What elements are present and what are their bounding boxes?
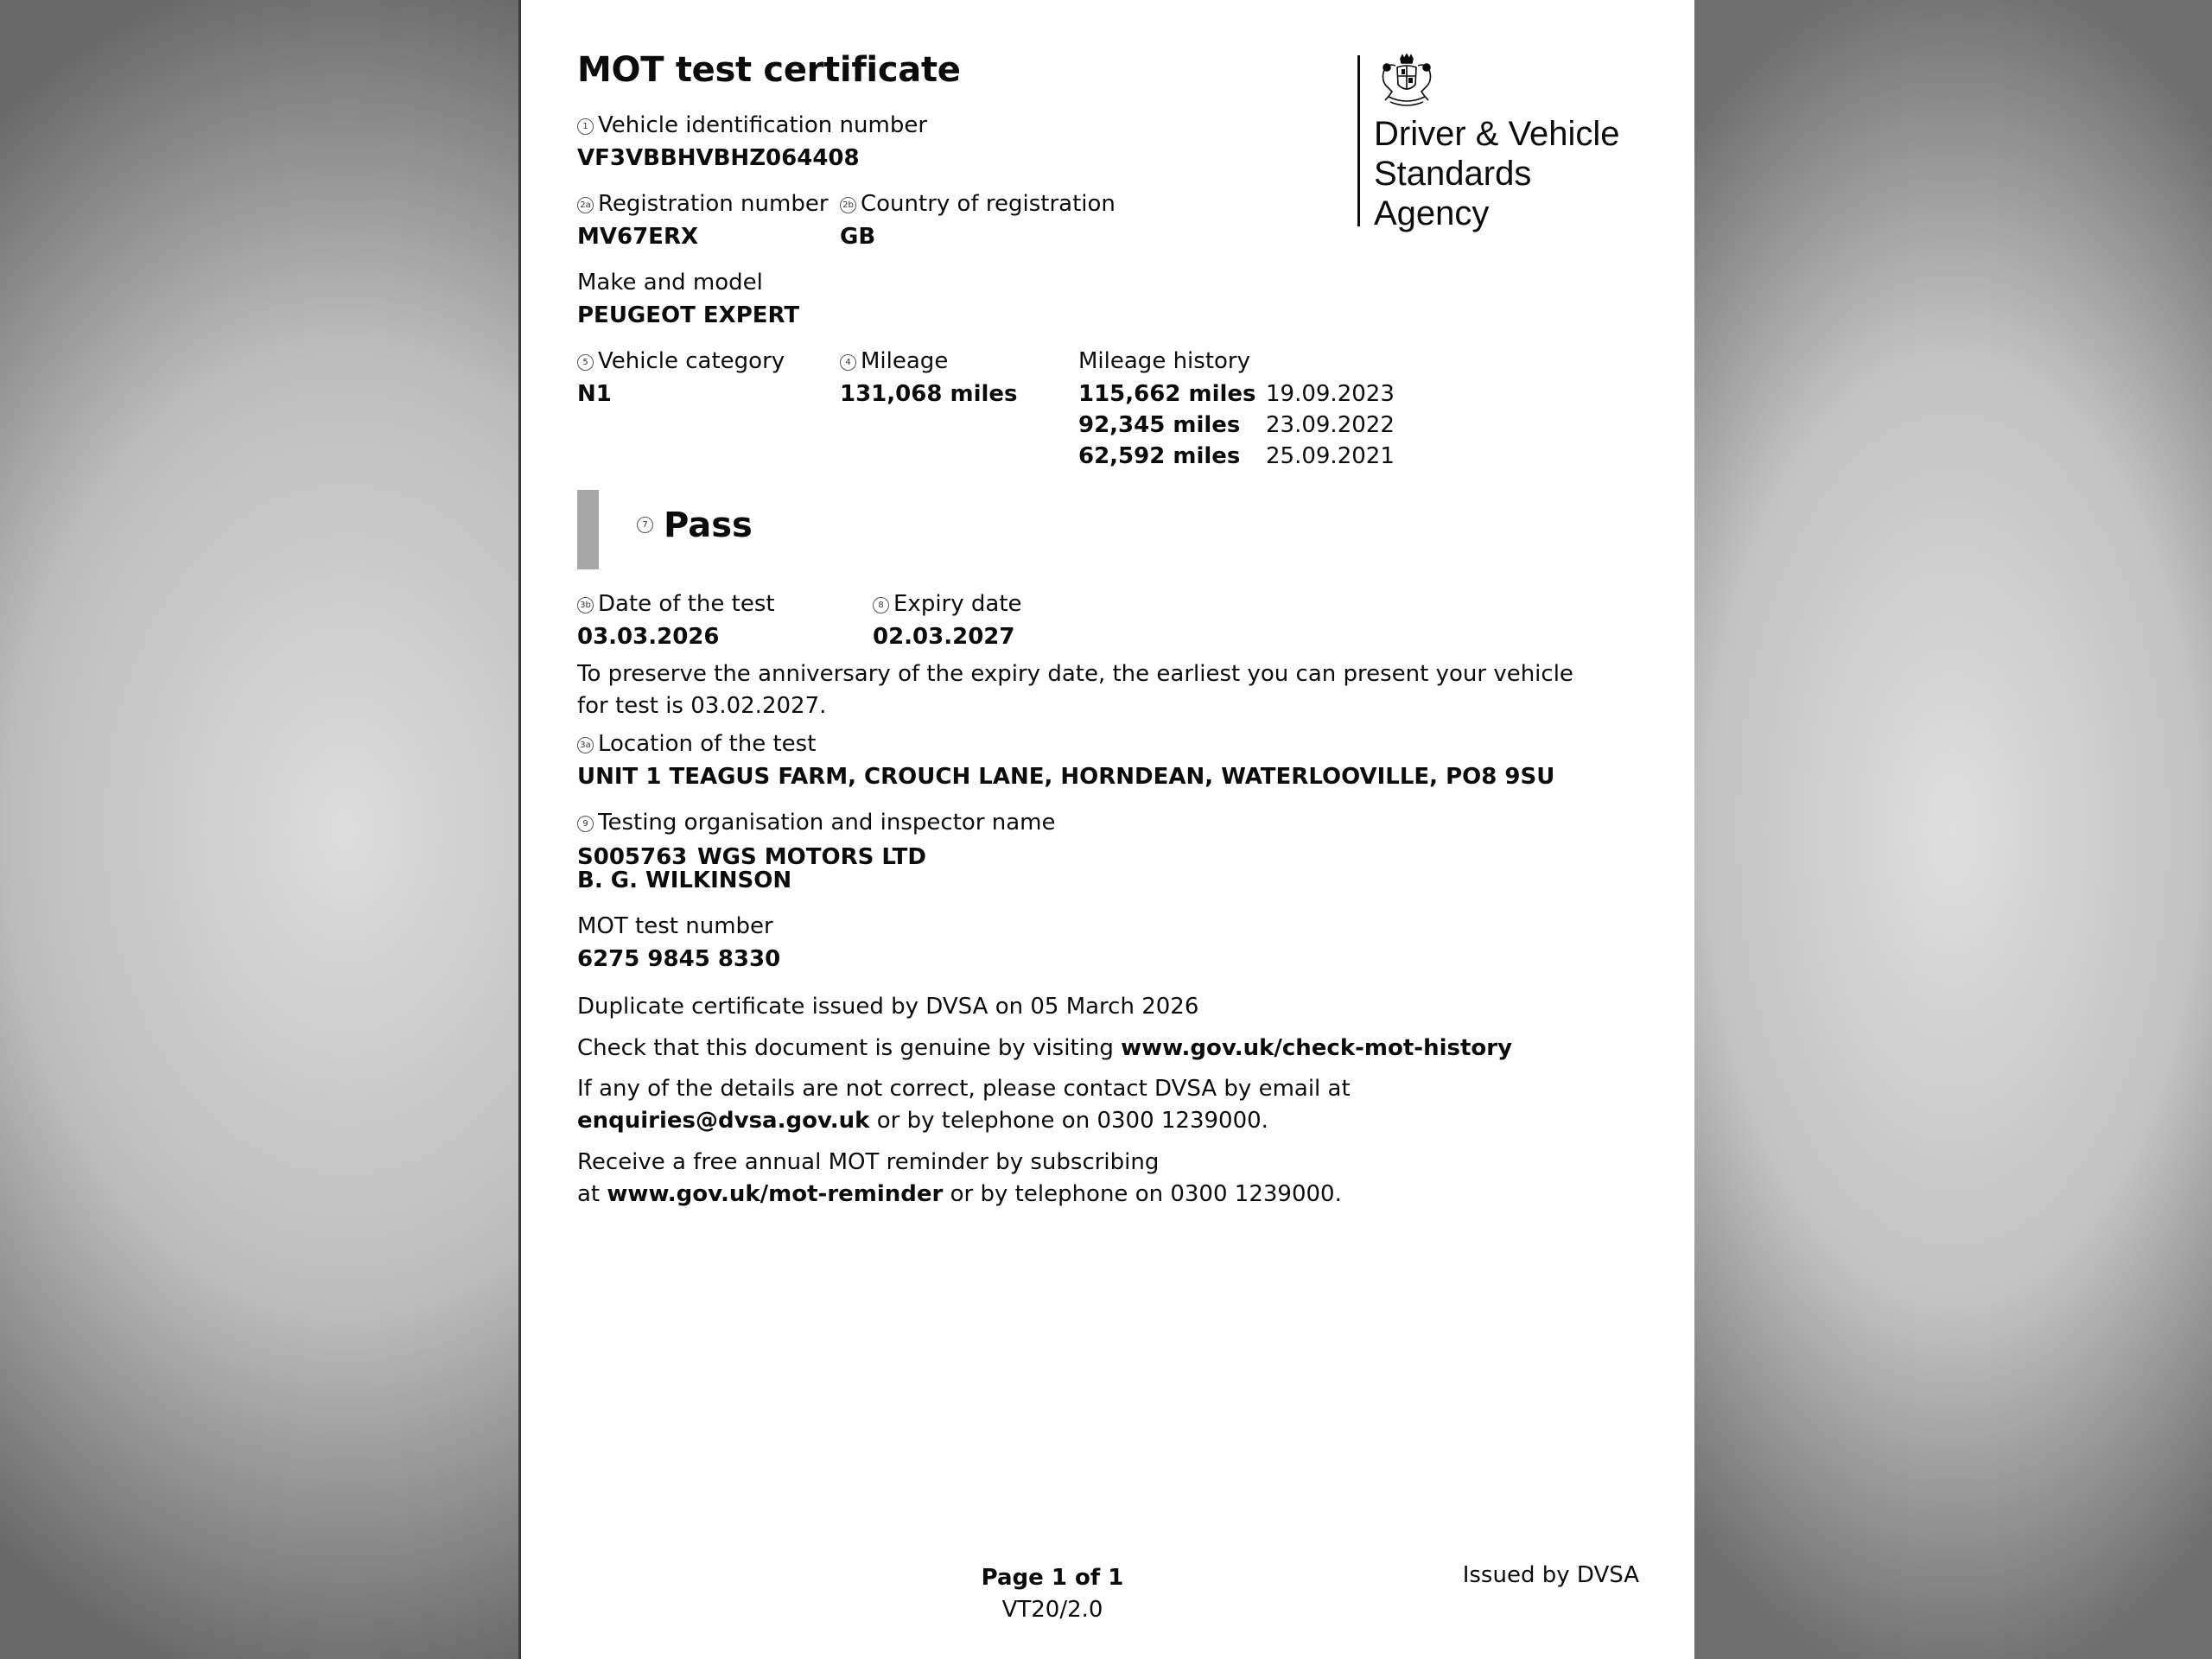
country-value: GB <box>840 224 876 250</box>
field-number: 3b <box>577 597 594 613</box>
test-result: Pass <box>664 505 753 545</box>
form-code: VT20/2.0 <box>1001 1597 1103 1623</box>
field-number: 5 <box>577 354 594 371</box>
document-title: MOT test certificate <box>577 50 961 90</box>
field-number: 3a <box>577 737 594 753</box>
vin-value: VF3VBBHVBHZ064408 <box>577 145 860 171</box>
location-value: UNIT 1 TEAGUS FARM, CROUCH LANE, HORNDEAN, WATERLOOVILLE, PO8 9SU <box>577 764 1555 790</box>
anniversary-note: To preserve the anniversary of the expiry date, the earliest you can present your vehicle for test is 03.02.2027. <box>577 661 1573 719</box>
contact-note: If any of the details are not correct, please contact DVSA by email at enquiries@dvsa.gov.uk or by telephone on 0300 1239000. <box>577 1076 1351 1134</box>
make-model-value: PEUGEOT EXPERT <box>577 302 800 328</box>
field-number: 7 <box>637 517 653 533</box>
duplicate-note: Duplicate certificate issued by DVSA on 05 March 2026 <box>577 994 1199 1020</box>
mileage-history-miles: 92,345 miles <box>1078 412 1241 438</box>
reminder-note: Receive a free annual MOT reminder by subscribing at www.gov.uk/mot-reminder or by telephone on 0300 1239000. <box>577 1149 1342 1207</box>
page-footer <box>867 1562 1238 1626</box>
dvsa-logo-text <box>1374 114 1620 233</box>
country-label: 2b Country of registration <box>840 191 1116 217</box>
logo-line-1: Driver & Vehicle <box>1374 115 1620 153</box>
genuine-note: Check that this document is genuine by visiting www.gov.uk/check-mot-history <box>577 1035 1513 1061</box>
test-date-label: 3b Date of the test <box>577 591 775 617</box>
result-bar <box>577 490 599 569</box>
field-number: 1 <box>577 118 594 135</box>
mileage-history-date: 23.09.2022 <box>1266 412 1395 438</box>
field-number: 2a <box>577 197 594 213</box>
test-number-value: 6275 9845 8330 <box>577 946 781 972</box>
organisation-name: WGS MOTORS LTD <box>697 844 926 870</box>
logo-line-3: Agency <box>1374 194 1490 232</box>
field-number: 4 <box>840 354 856 371</box>
mileage-value: 131,068 miles <box>840 381 1018 407</box>
field-number: 8 <box>873 597 889 613</box>
certificate-page <box>518 0 1694 1659</box>
expiry-date-label: 8 Expiry date <box>873 591 1022 617</box>
mileage-history-date: 19.09.2023 <box>1266 381 1395 407</box>
field-number: 2b <box>840 197 856 213</box>
issued-by: Issued by DVSA <box>1462 1562 1639 1588</box>
mileage-label: 4 Mileage <box>840 348 948 374</box>
registration-value: MV67ERX <box>577 224 699 250</box>
vin-label: 1 Vehicle identification number <box>577 112 927 138</box>
mileage-history-miles: 62,592 miles <box>1078 443 1241 469</box>
check-mot-history-link[interactable]: www.gov.uk/check-mot-history <box>1121 1035 1513 1061</box>
organisation-label: 9 Testing organisation and inspector name <box>577 810 1056 836</box>
field-number: 9 <box>577 816 594 832</box>
logo-line-2: Standards <box>1374 155 1532 193</box>
registration-label: 2a Registration number <box>577 191 829 217</box>
page-number: Page 1 of 1 <box>981 1565 1124 1591</box>
mileage-history-label: Mileage history <box>1078 348 1250 374</box>
result-number-wrap <box>637 517 658 534</box>
logo-divider <box>1357 55 1360 226</box>
expiry-date-value: 02.03.2027 <box>873 624 1015 650</box>
organisation-code: S005763 <box>577 844 688 870</box>
location-label: 3a Location of the test <box>577 731 816 757</box>
make-model-label: Make and model <box>577 270 763 296</box>
mileage-history-miles: 115,662 miles <box>1078 381 1256 407</box>
mot-reminder-link[interactable]: www.gov.uk/mot-reminder <box>607 1181 944 1207</box>
test-date-value: 03.03.2026 <box>577 624 720 650</box>
category-label: 5 Vehicle category <box>577 348 785 374</box>
email-link[interactable]: enquiries@dvsa.gov.uk <box>577 1108 870 1134</box>
category-value: N1 <box>577 381 612 407</box>
royal-crest-icon <box>1376 54 1437 109</box>
inspector-name: B. G. WILKINSON <box>577 868 792 893</box>
test-number-label: MOT test number <box>577 913 773 939</box>
viewer-background-right <box>1694 0 2212 1659</box>
mileage-history-date: 25.09.2021 <box>1266 443 1395 469</box>
